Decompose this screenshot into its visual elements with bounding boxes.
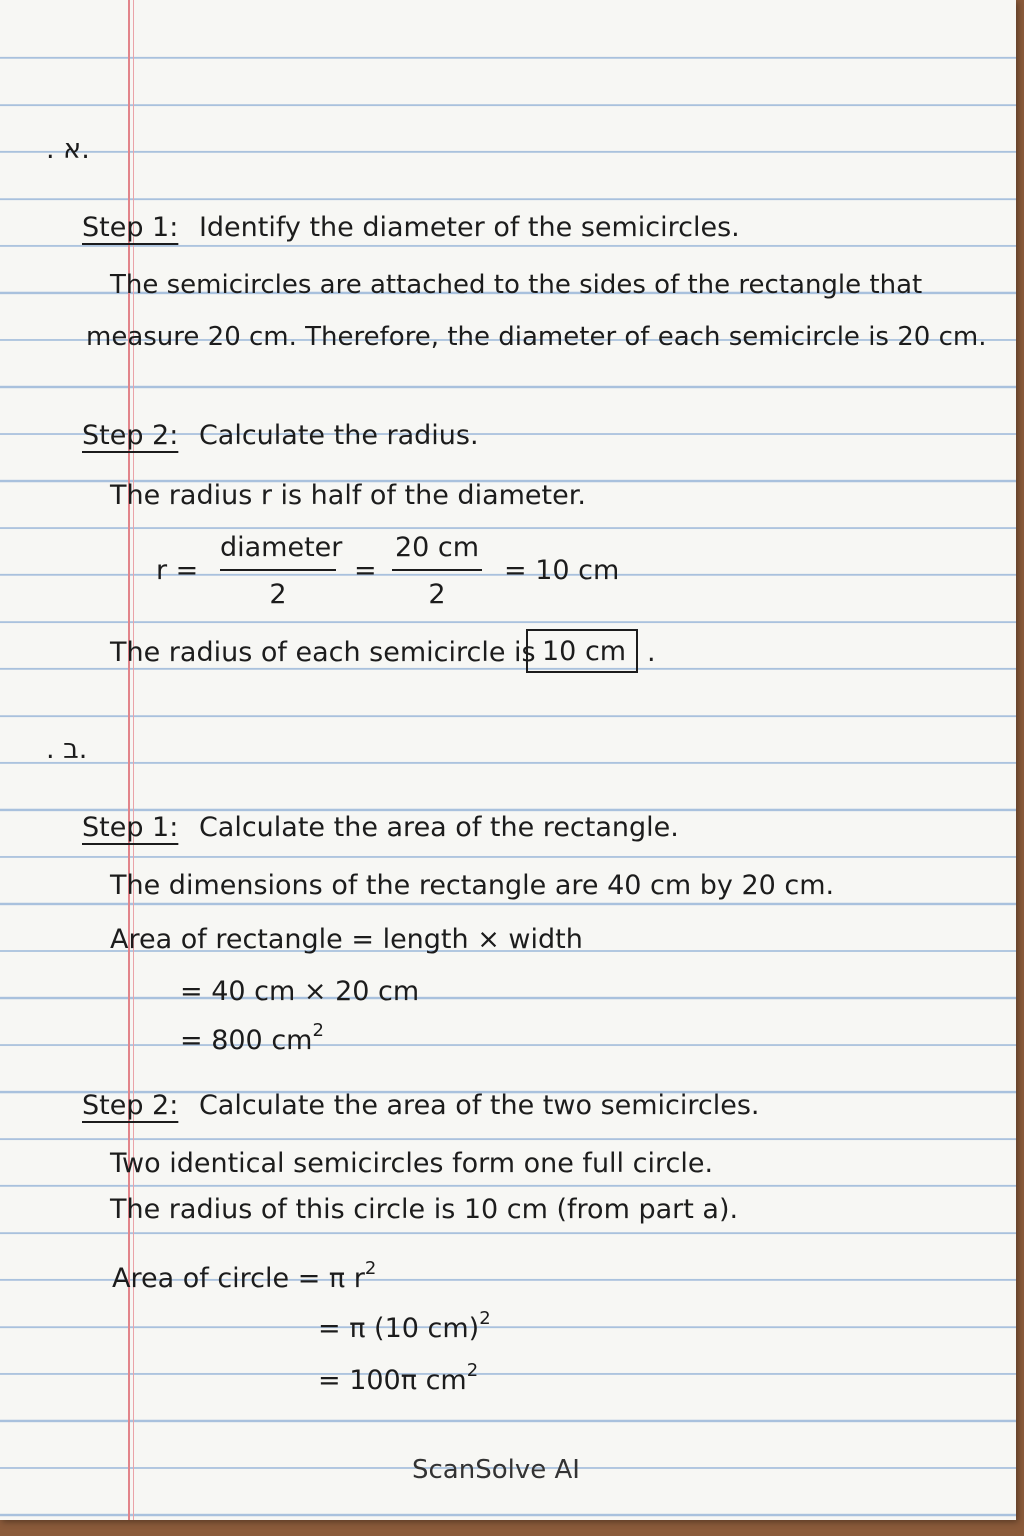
part-b-step1-heading-row [82,814,679,841]
part-b-step2-line5: = 100π cm [318,1365,467,1396]
part-b-label: . ב. [46,734,88,765]
part-a-step1-heading: Identify the diameter of the semicircles. [198,212,740,243]
part-b-step1-heading: Calculate the area of the rectangle. [198,812,679,843]
fraction1-bar [220,569,336,571]
radius-eq-mid: = [354,555,377,586]
part-b-step2-line4-exponent: 2 [479,1308,491,1329]
part-b-step1-line4-row [180,1022,324,1054]
part-b-step2-title: Step 2: [82,1090,179,1121]
radius-eq-rhs: = 10 cm [504,555,620,586]
part-a-result-text: The radius of each semicircle is [110,637,536,668]
part-a-result-end: . [647,637,656,668]
part-a-step2-heading-row [82,422,479,449]
fraction1-numerator: diameter [220,532,343,563]
fraction2-denominator: 2 [428,579,446,610]
part-a-step2-title: Step 2: [82,420,179,451]
part-b-step2-line4-row [318,1310,491,1342]
part-b-step2-heading: Calculate the area of the two semicircles. [198,1090,760,1121]
part-a-step1-line2: measure 20 cm. Therefore, the diameter of each semicircle is 20 cm. [86,322,987,352]
part-a-step1-title: Step 1: [82,212,179,243]
fraction-diameter-over-2 [220,532,343,610]
fraction1-denominator: 2 [269,579,287,610]
footer-watermark: ScanSolve AI [412,1455,580,1485]
part-a-step2-heading: Calculate the radius. [198,420,479,451]
fraction2-bar [392,569,482,571]
part-a-step2-line1: The radius r is half of the diameter. [110,480,586,511]
part-b-step1-line2: Area of rectangle = length × width [110,924,583,955]
part-b-step2-line5-row [318,1362,478,1394]
part-b-step2-line3-row [112,1260,376,1292]
part-a-boxed-answer: 10 cm [526,629,638,673]
part-b-step1-line3: = 40 cm × 20 cm [180,976,420,1007]
part-a-label: . א. [46,134,90,165]
part-b-step2-line3: Area of circle = π r [112,1263,365,1294]
part-b-step1-line4-exponent: 2 [312,1020,324,1041]
part-b-step1-line1: The dimensions of the rectangle are 40 cm by 20 cm. [110,870,835,901]
part-a-step1-heading-row [82,214,740,241]
part-a-step1-line1: The semicircles are attached to the sides of the rectangle that [110,270,923,300]
part-b-step2-line2: The radius of this circle is 10 cm (from part a). [110,1194,739,1225]
part-b-step2-heading-row [82,1092,760,1119]
radius-eq-lhs: r = [156,555,199,586]
part-b-step1-title: Step 1: [82,812,179,843]
part-b-step1-line4: = 800 cm [180,1025,313,1056]
part-b-step2-line5-exponent: 2 [466,1360,479,1381]
fraction-20cm-over-2 [392,534,482,608]
part-b-step2-line1: Two identical semicircles form one full circle. [110,1148,714,1179]
fraction2-numerator: 20 cm [394,532,480,563]
part-b-step2-line3-exponent: 2 [364,1258,377,1279]
part-b-step2-line4: = π (10 cm) [318,1313,480,1344]
